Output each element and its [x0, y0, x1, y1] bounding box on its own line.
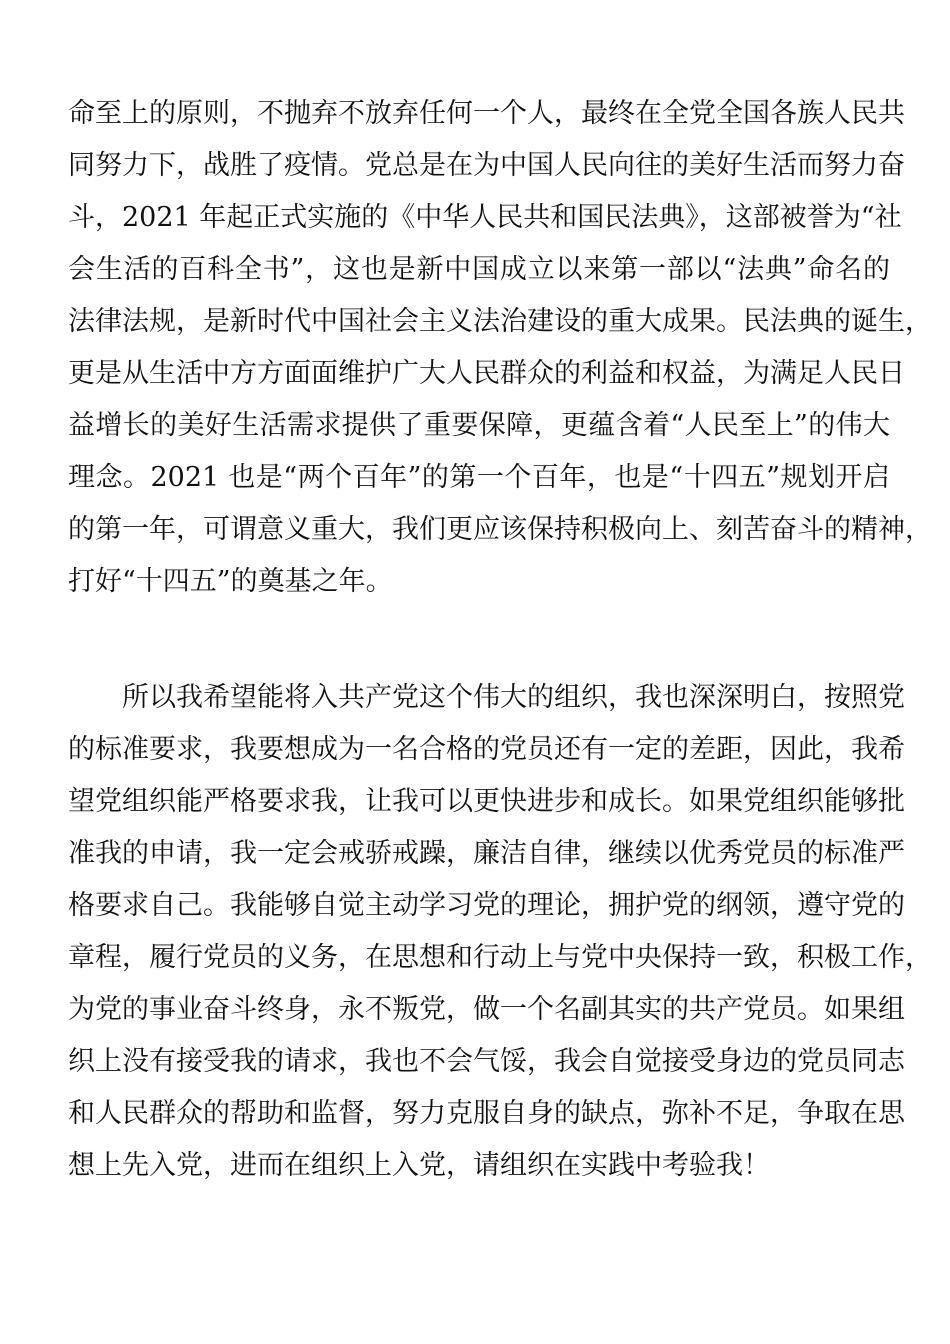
paragraph-line: 同努力下，战胜了疫情。党总是在为中国人民向往的美好生活而努力奋 — [68, 150, 905, 181]
paragraph-line: 更是从生活中方方面面维护广大人民群众的利益和权益，为满足人民日 — [68, 358, 905, 389]
paragraph-line: 望党组织能严格要求我，让我可以更快进步和成长。如果党组织能够批 — [68, 786, 905, 817]
paragraph-2 — [68, 672, 932, 1192]
paragraph-line: 的第一年，可谓意义重大，我们更应该保持积极向上、刻苦奋斗的精神， — [68, 514, 932, 545]
paragraph-line: 会生活的百科全书”，这也是新中国成立以来第一部以“法典”命名的 — [68, 254, 890, 285]
paragraph-line: 织上没有接受我的请求，我也不会气馁，我会自觉接受身边的党员同志 — [68, 1046, 905, 1077]
paragraph-line: 和人民群众的帮助和监督，努力克服自身的缺点，弥补不足，争取在思 — [68, 1098, 905, 1129]
paragraph-line: 所以我希望能将入共产党这个伟大的组织，我也深深明白，按照党 — [122, 682, 905, 713]
paragraph-line: 章程，履行党员的义务，在思想和行动上与党中央保持一致，积极工作， — [68, 942, 932, 973]
paragraph-line: 想上先入党，进而在组织上入党，请组织在实践中考验我！ — [68, 1150, 770, 1181]
paragraph-line: 打好“十四五”的奠基之年。 — [68, 566, 393, 597]
paragraph-line: 理念。2021 也是“两个百年”的第一个百年，也是“十四五”规划开启 — [68, 462, 890, 493]
paragraph-line: 法律法规，是新时代中国社会主义法治建设的重大成果。民法典的诞生， — [68, 306, 932, 337]
paragraph-line: 为党的事业奋斗终身，永不叛党，做一个名副其实的共产党员。如果组 — [68, 994, 905, 1025]
paragraph-line: 准我的申请，我一定会戒骄戒躁，廉洁自律，继续以优秀党员的标准严 — [68, 838, 905, 869]
paragraph-line: 斗，2021 年起正式实施的《中华人民共和国民法典》，这部被誉为“社 — [68, 202, 902, 233]
paragraph-1 — [68, 88, 932, 608]
paragraph-line: 的标准要求，我要想成为一名合格的党员还有一定的差距，因此，我希 — [68, 734, 905, 765]
paragraph-line: 益增长的美好生活需求提供了重要保障，更蕴含着“人民至上”的伟大 — [68, 410, 890, 441]
paragraph-line: 命至上的原则，不抛弃不放弃任何一个人，最终在全党全国各族人民共 — [68, 98, 905, 129]
paragraph-line: 格要求自己。我能够自觉主动学习党的理论，拥护党的纲领，遵守党的 — [68, 890, 905, 921]
